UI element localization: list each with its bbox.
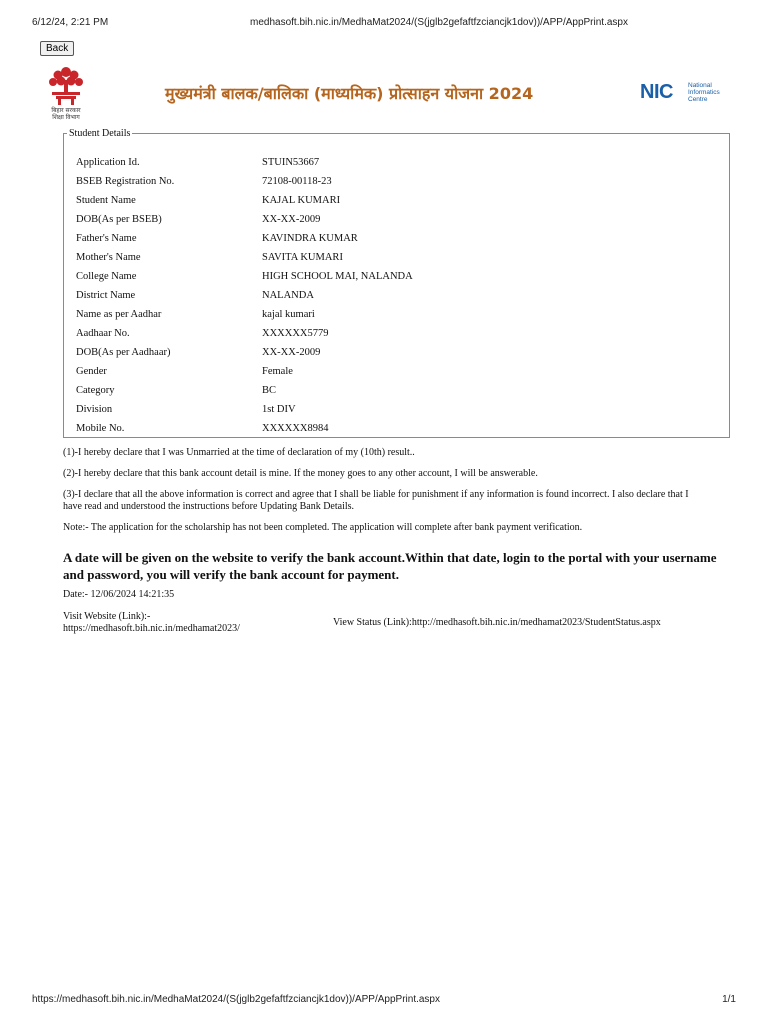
detail-row-dob-aadhaar — [76, 347, 719, 366]
detail-label: Name as per Aadhar — [76, 309, 162, 320]
detail-row-mobile-no — [76, 423, 719, 442]
page-number: 1/1 — [722, 994, 736, 1005]
view-status — [333, 617, 661, 628]
detail-row-name-aadhar — [76, 309, 719, 328]
declaration-unmarried: (1)-I hereby declare that I was Unmarried at the time of declaration of my (10th) result.. — [63, 447, 415, 458]
detail-value: 1st DIV — [262, 404, 296, 415]
print-header — [32, 17, 736, 31]
detail-row-bseb-registration — [76, 176, 719, 195]
detail-value: KAVINDRA KUMAR — [262, 233, 358, 244]
detail-label: College Name — [76, 271, 137, 282]
detail-row-father-name — [76, 233, 719, 252]
detail-row-student-name — [76, 195, 719, 214]
student-details-rows — [76, 157, 719, 442]
nic-logo-text: National Informatics Centre — [688, 82, 720, 103]
declaration-information-correct: (3)-I declare that all the above information is correct and agree that I shall be liable for punishment if any information is found incorrect. I also declare that I have read and understood the instructions before Updating Bank Details. — [63, 489, 689, 512]
detail-label: Division — [76, 404, 113, 415]
detail-value: NALANDA — [262, 290, 314, 301]
detail-row-district-name — [76, 290, 719, 309]
detail-label: DOB(As per BSEB) — [76, 214, 162, 225]
print-header-url: medhasoft.bih.nic.in/MedhaMat2024/(S(jglb2gefaftfzciancjk1dov))/APP/AppPrint.aspx — [250, 17, 628, 28]
generated-date: Date:- 12/06/2024 14:21:35 — [63, 589, 175, 600]
detail-value: STUIN53667 — [262, 157, 320, 168]
print-datetime: 6/12/24, 2:21 PM — [32, 17, 109, 28]
visit-website — [63, 611, 240, 635]
student-details-panel — [63, 128, 730, 438]
emblem-caption-2: शिक्षा विभाग — [52, 114, 80, 121]
detail-label: BSEB Registration No. — [76, 176, 175, 187]
detail-label: Student Name — [76, 195, 136, 206]
student-details-legend: Student Details — [69, 128, 131, 139]
detail-label: Aadhaar No. — [76, 328, 130, 339]
scheme-title: मुख्यमंत्री बालक/बालिका (माध्यमिक) प्रोत्साहन योजना 2024 — [165, 84, 534, 103]
bodhi-tree-emblem-icon — [44, 62, 88, 106]
print-footer-url: https://medhasoft.bih.nic.in/MedhaMat2024/(S(jglb2gefaftfzciancjk1dov))/APP/AppPrint.aspx — [32, 994, 440, 1005]
detail-label: District Name — [76, 290, 136, 301]
print-footer — [32, 994, 736, 1008]
detail-value: 72108-00118-23 — [262, 176, 332, 187]
detail-value: HIGH SCHOOL MAI, NALANDA — [262, 271, 413, 282]
detail-value: kajal kumari — [262, 309, 315, 320]
detail-label: DOB(As per Aadhaar) — [76, 347, 171, 358]
view-status-label: View Status (Link): — [333, 617, 412, 628]
detail-row-gender — [76, 366, 719, 385]
emblem-caption-1: बिहार सरकार — [51, 107, 81, 114]
detail-row-mother-name — [76, 252, 719, 271]
detail-value: XX-XX-2009 — [262, 347, 321, 358]
detail-row-application-id — [76, 157, 719, 176]
detail-row-division — [76, 404, 719, 423]
application-note: Note:- The application for the scholarship has not been completed. The application will complete after bank payment verification. — [63, 522, 583, 533]
detail-label: Father's Name — [76, 233, 137, 244]
detail-label: Application Id. — [76, 157, 140, 168]
detail-label: Gender — [76, 366, 107, 377]
detail-label: Mobile No. — [76, 423, 125, 434]
detail-label: Category — [76, 385, 115, 396]
detail-row-dob-bseb — [76, 214, 719, 233]
detail-value: Female — [262, 366, 293, 377]
bihar-government-emblem — [44, 62, 88, 120]
detail-value: SAVITA KUMARI — [262, 252, 343, 263]
declaration-bank-account: (2)-I hereby declare that this bank account detail is mine. If the money goes to any other account, I will be answerable. — [63, 468, 538, 479]
detail-row-aadhaar-no — [76, 328, 719, 347]
detail-value: XXXXXX8984 — [262, 423, 329, 434]
detail-value: XX-XX-2009 — [262, 214, 321, 225]
view-status-link[interactable]: http://medhasoft.bih.nic.in/medhamat2023/StudentStatus.aspx — [411, 617, 661, 628]
nic-logo — [640, 81, 732, 105]
back-button[interactable]: Back — [40, 41, 74, 56]
visit-website-label: Visit Website (Link):- — [63, 611, 151, 622]
detail-value: KAJAL KUMARI — [262, 195, 341, 206]
detail-row-college-name — [76, 271, 719, 290]
detail-label: Mother's Name — [76, 252, 141, 263]
detail-value: XXXXXX5779 — [262, 328, 329, 339]
detail-value: BC — [262, 385, 277, 396]
visit-website-link[interactable]: https://medhasoft.bih.nic.in/medhamat2023/ — [63, 623, 240, 634]
nic-logo-mark: NIC — [640, 81, 673, 103]
detail-row-category — [76, 385, 719, 404]
bank-verification-notice: A date will be given on the website to verify the bank account.Within that date, login to the portal with your username and password, you will verify the bank account for payment. — [63, 550, 717, 582]
